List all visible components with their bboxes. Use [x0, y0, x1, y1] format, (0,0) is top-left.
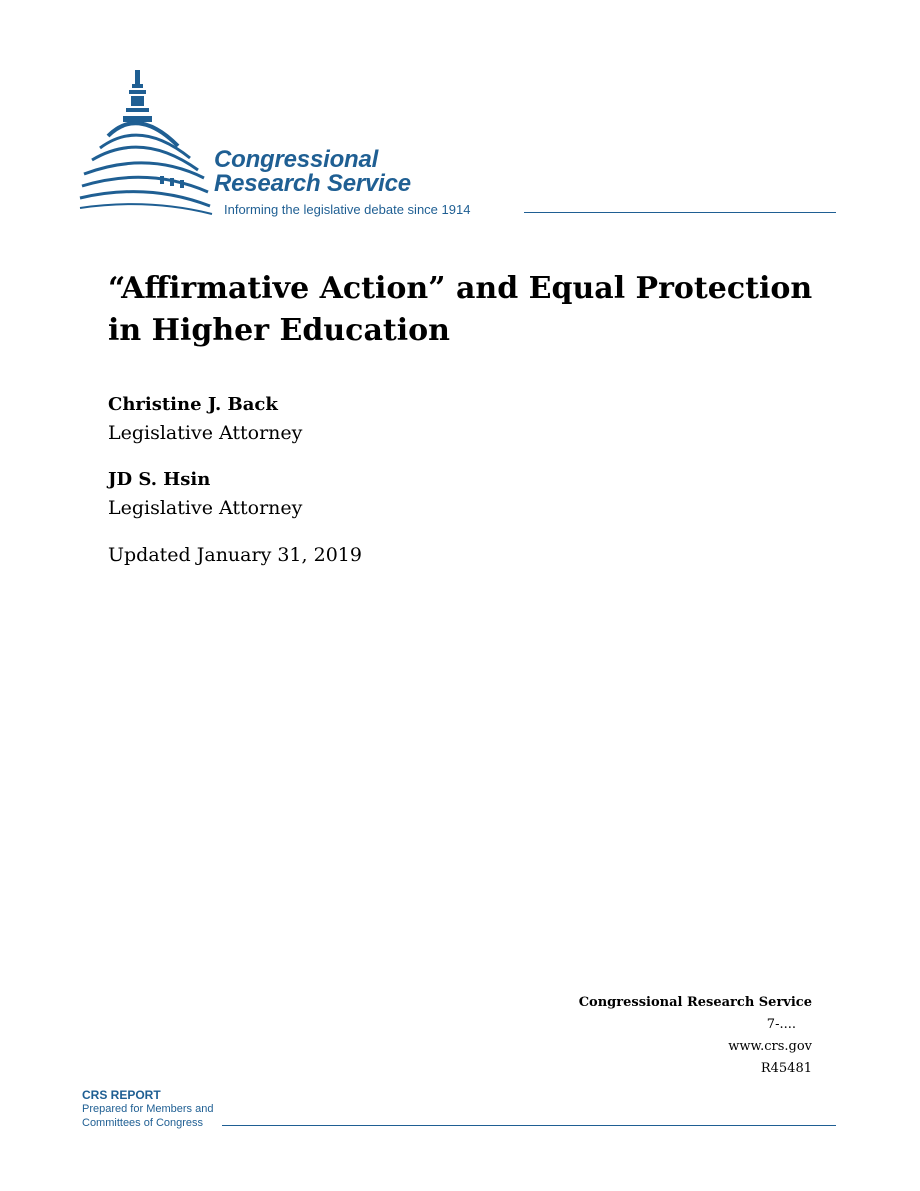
crs-report-heading: CRS REPORT: [82, 1088, 161, 1102]
author-name: JD S. Hsin: [108, 469, 211, 490]
footer-rule: [222, 1125, 836, 1126]
crs-report-line-1: Prepared for Members and: [82, 1103, 214, 1115]
author-role: Legislative Attorney: [108, 422, 303, 444]
author-name: Christine J. Back: [108, 394, 278, 415]
header-rule: [524, 212, 836, 213]
crs-phone: 7-....: [766, 1017, 796, 1032]
crs-info-block: [579, 992, 812, 1080]
logo-line-1: Congressional: [214, 146, 379, 173]
report-number: R45481: [760, 1061, 812, 1076]
updated-date: Updated January 31, 2019: [108, 544, 362, 566]
logo-line-2: Research Service: [214, 170, 411, 197]
crs-url: www.crs.gov: [728, 1039, 812, 1054]
crs-org-name: Congressional Research Service: [578, 995, 812, 1010]
crs-report-line-2: Committees of Congress: [82, 1117, 204, 1129]
author-role: Legislative Attorney: [108, 497, 303, 519]
crs-report-label: [82, 1088, 213, 1130]
logo-tagline: Informing the legislative debate since 1914: [224, 202, 471, 217]
report-title: “Affirmative Action” and Equal Protection in Higher Education: [108, 271, 813, 348]
capitol-dome-icon: [78, 66, 218, 216]
